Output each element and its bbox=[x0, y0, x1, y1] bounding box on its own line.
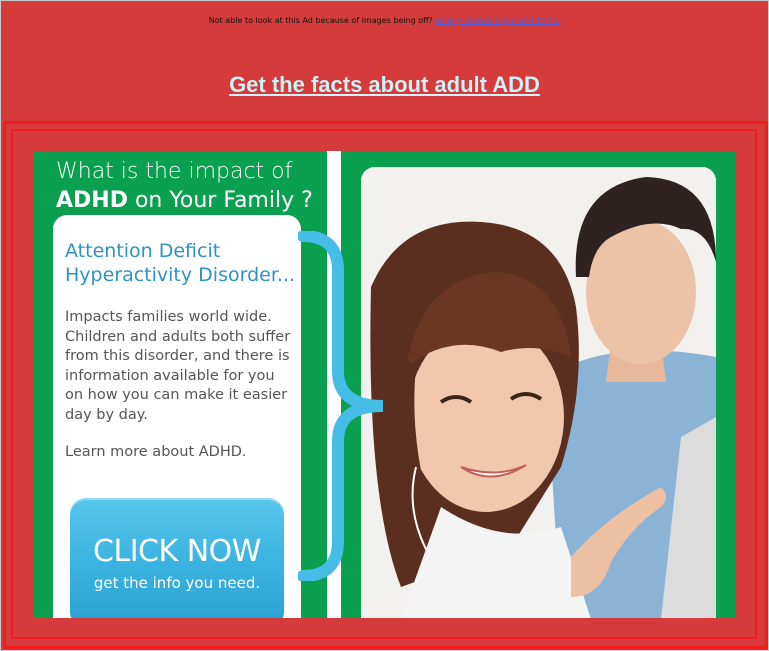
ad-title-rest: on Your Family ? bbox=[127, 188, 313, 213]
headline bbox=[0, 72, 769, 98]
images-off-notice bbox=[0, 16, 769, 25]
cta-sub-label: get the info you need. bbox=[93, 574, 261, 592]
ad-title-bold: ADHD bbox=[56, 188, 128, 213]
ad-title-line1: What is the impact of bbox=[56, 159, 293, 184]
card-heading bbox=[65, 239, 295, 287]
card-body: Impacts families world wide. Children and adults both suffer from this disorder, and there is information available for you on how you can make it easier day by day. bbox=[65, 309, 291, 423]
fix-images-link[interactable]: simply browse right here to fix. bbox=[435, 16, 561, 25]
click-now-button[interactable] bbox=[70, 498, 284, 618]
learn-more-text: Learn more about ADHD. bbox=[65, 444, 247, 460]
ad-banner[interactable] bbox=[34, 151, 735, 618]
card-heading-line1: Attention Deficit bbox=[65, 240, 221, 262]
photo-illustration bbox=[361, 167, 716, 618]
photo-couple-tablet bbox=[361, 167, 716, 618]
headline-link[interactable]: Get the facts about adult ADD bbox=[229, 72, 540, 97]
curly-brace-icon bbox=[298, 231, 388, 581]
notice-text: Not able to look at this Ad because of images being off? bbox=[208, 16, 433, 25]
cta-main-label: CLICK NOW bbox=[93, 534, 261, 569]
ad-title-line2 bbox=[56, 186, 346, 215]
ad-title bbox=[56, 157, 346, 215]
card-heading-line2: Hyperactivity Disorder... bbox=[65, 264, 296, 286]
